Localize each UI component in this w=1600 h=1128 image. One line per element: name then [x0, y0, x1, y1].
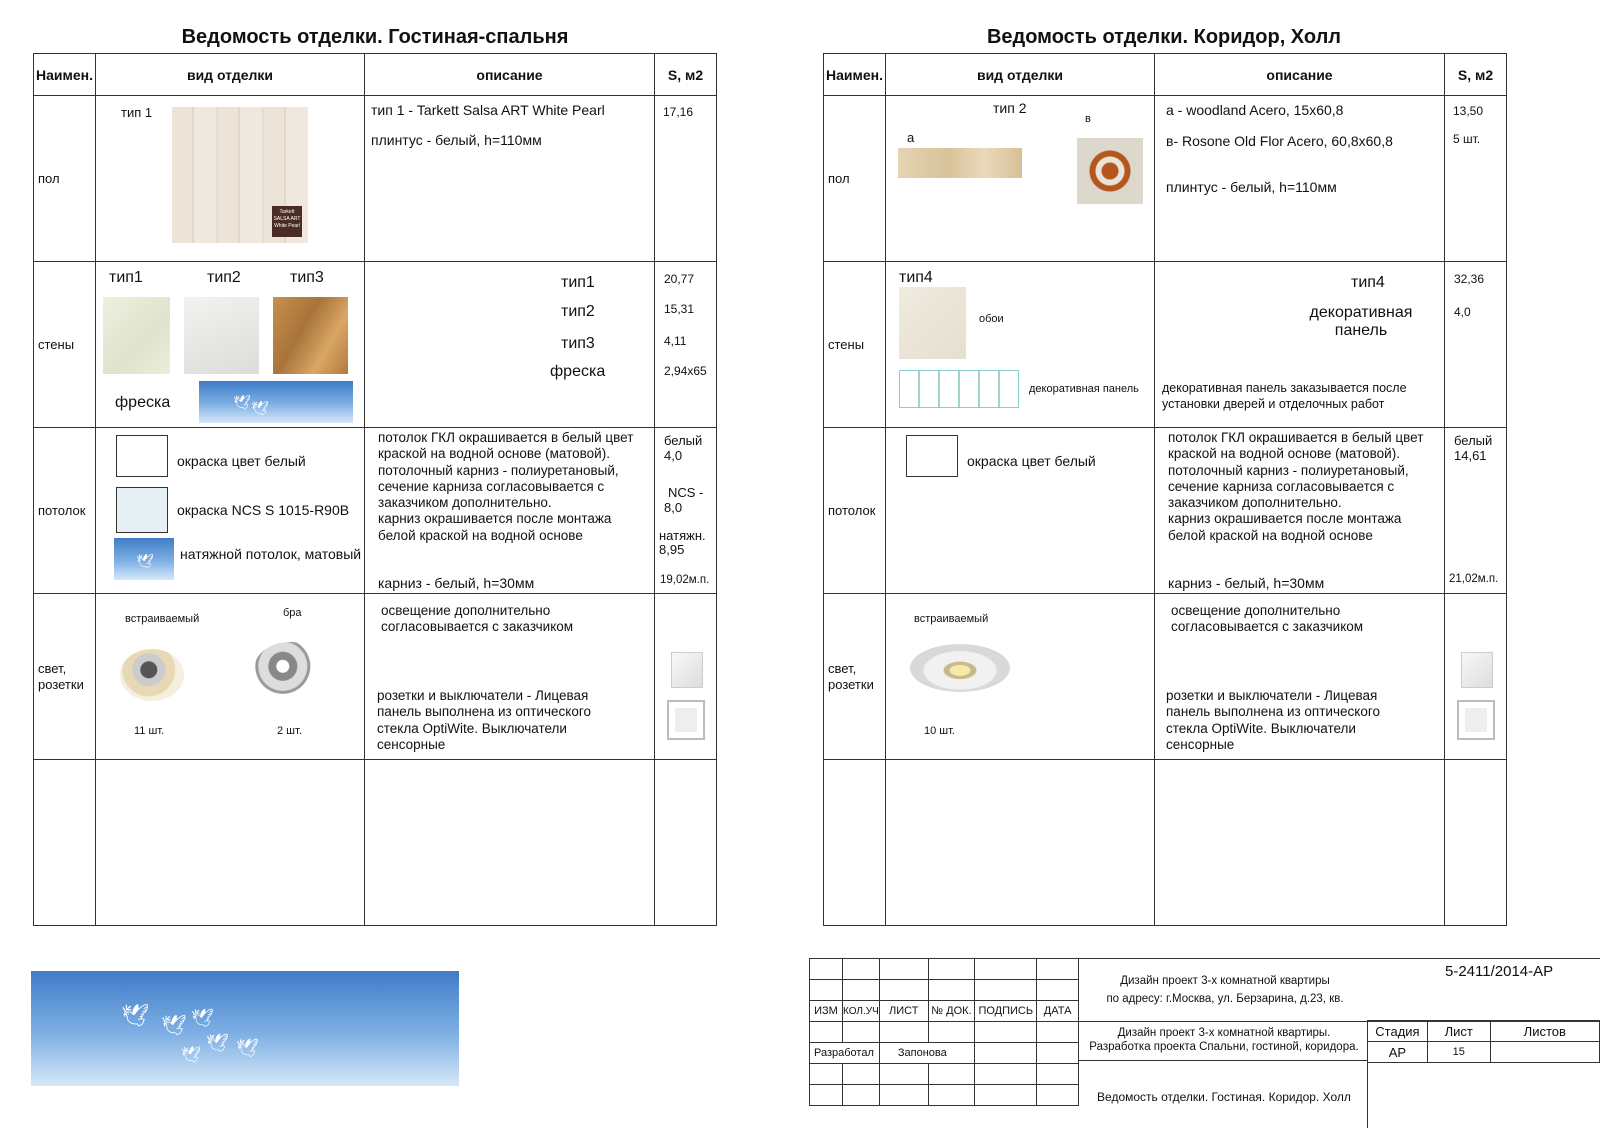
socket-description: розетки и выключатели - Лицевая панель выполнена из оптического стекла OptiWite. Выключатели сенсорные [377, 688, 591, 752]
ceiling-cornice: карниз - белый, h=30мм [1168, 575, 1325, 591]
col-sheet: ЛИСТ [879, 1001, 928, 1022]
header-description: описание [1155, 54, 1445, 96]
power-socket-icon [1457, 700, 1495, 740]
wall-area-1: 20,77 [664, 272, 695, 286]
sheet-desc-2: Разработка проекта Спальни, гостиной, коридора. [1089, 1041, 1359, 1053]
floor-desc-skirting: плинтус - белый, h=110мм [371, 132, 542, 148]
wall-type4-label: тип4 [899, 269, 933, 286]
row-name-ceiling: потолок [34, 428, 96, 594]
ceiling-area-cornice: 19,02м.п. [660, 574, 710, 586]
white-paint-swatch [906, 435, 958, 477]
wall-type3-swatch [273, 297, 348, 374]
power-socket-icon [667, 700, 705, 740]
wall-panel-note: декоративная панель заказывается после установки дверей и отделочных работ [1162, 381, 1407, 411]
col-signature: ПОДПИСЬ [975, 1001, 1037, 1022]
tile-a-label: а [907, 130, 915, 145]
ceiling-description: потолок ГКЛ окрашивается в белый цвет краской на водной основе (матовой). потолочный карниз - полиуретановый, сечение карниза согласовывается с заказчиком дополнительно. карниз окрашивается после монтажа белой краской на водной основе [1168, 430, 1424, 543]
product-label-box: Tarkett SALSA ART White Pearl [272, 206, 302, 237]
fixture-sconce-label: бра [283, 607, 302, 619]
developer-name: Запонова [879, 1043, 974, 1064]
floor-desc-type: тип 1 - Tarkett Salsa ART White Pearl [371, 102, 605, 118]
wall-desc-panel: декоративная панель [1309, 304, 1413, 339]
header-area: S, м2 [655, 54, 717, 96]
tile-b-swatch [1077, 138, 1143, 204]
row-name-floor: пол [824, 96, 886, 262]
ceiling-area-label-ncs: NCS - [668, 485, 704, 500]
project-name: Дизайн проект 3-х комнатной квартиры [1120, 975, 1330, 987]
table-row [824, 96, 1507, 262]
wall-desc-fresco: фреска [550, 363, 606, 380]
light-switch-icon [671, 652, 703, 688]
floor-area: 13,50 [1453, 104, 1484, 118]
table-row [34, 428, 717, 594]
wallpaper-label: обои [979, 313, 1004, 325]
fresco-swatch: 🕊 🕊 [199, 381, 353, 423]
sheet-header: Лист [1427, 1021, 1490, 1042]
table-row [34, 96, 717, 262]
wall-type1-swatch [103, 297, 170, 374]
table-row [824, 594, 1507, 760]
ncs-paint-swatch [116, 487, 168, 533]
header-area: S, м2 [1445, 54, 1507, 96]
ceiling-area-stretch: 8,95 [659, 542, 685, 557]
wall-desc-type4: тип4 [1351, 274, 1385, 291]
decor-panel-label: декоративная панель [1029, 383, 1139, 395]
floor-type-label: тип 1 [121, 105, 153, 120]
header-finish-type: вид отделки [886, 54, 1155, 96]
left-title: Ведомость отделки. Гостиная-спальня [181, 26, 569, 48]
ceiling-area-cornice: 21,02м.п. [1449, 573, 1499, 585]
col-date: ДАТА [1037, 1001, 1079, 1022]
right-title: Ведомость отделки. Коридор, Холл [986, 26, 1342, 48]
row-name-ceiling: потолок [824, 428, 886, 594]
stretch-ceiling-swatch: 🕊 [114, 538, 174, 580]
sheet-value: 15 [1427, 1042, 1490, 1063]
fixture-recessed-label: встраиваемый [914, 613, 989, 625]
floor-desc-skirting: плинтус - белый, h=110мм [1166, 179, 1337, 195]
sheet-desc-1: Дизайн проект 3-х комнатной квартиры. [1117, 1027, 1331, 1039]
fixture-recessed-qty: 10 шт. [924, 725, 955, 737]
ceiling-item-white: окраска цвет белый [967, 453, 1096, 469]
wall-type3-label: тип3 [290, 269, 324, 286]
wall-desc-type1: тип1 [561, 274, 595, 291]
row-name-floor: пол [34, 96, 96, 262]
tile-a-swatch [898, 148, 1022, 178]
stage-header: Стадия [1368, 1021, 1428, 1042]
wallpaper-swatch [899, 287, 966, 359]
title-block [809, 958, 1600, 1128]
ceiling-area-label-white: белый [1454, 433, 1493, 448]
left-finish-table [33, 53, 717, 926]
sheet-title: Ведомость отделки. Гостиная. Коридор. Холл [1097, 1090, 1351, 1104]
ceiling-area-white: 4,0 [664, 448, 683, 463]
col-qty: КОЛ.УЧ [842, 1001, 879, 1022]
light-description: освещение дополнительно согласовывается с заказчиком [381, 603, 574, 635]
wall-sconce-icon [254, 642, 326, 696]
revision-grid [809, 958, 1079, 1106]
table-row [824, 428, 1507, 594]
floor-laminate-swatch [172, 107, 308, 243]
wall-desc-type3: тип3 [561, 335, 595, 352]
header-name: Наимен. [824, 54, 886, 96]
table-row [824, 760, 1507, 926]
recessed-spotlight-icon [120, 649, 184, 701]
wall-area-4: 2,94х65 [664, 364, 707, 378]
ceiling-area-label-white: белый [664, 433, 703, 448]
header-finish-type: вид отделки [96, 54, 365, 96]
wall-desc-type2: тип2 [561, 303, 595, 320]
header-name: Наимен. [34, 54, 96, 96]
right-finish-table [823, 53, 1507, 926]
row-name-light: свет, розетки [824, 594, 886, 760]
developer-label: Разработал [810, 1043, 880, 1064]
floor-count: 5 шт. [1453, 132, 1481, 146]
floor-area: 17,16 [663, 105, 694, 119]
wall-area-2: 15,31 [664, 302, 695, 316]
wall-area-3: 4,11 [664, 334, 687, 348]
recessed-spotlight-icon [910, 644, 1010, 692]
ceiling-area-ncs: 8,0 [664, 500, 683, 515]
stage-grid [1367, 1020, 1600, 1063]
light-switch-icon [1461, 652, 1493, 688]
table-row [34, 262, 717, 428]
wall-area-1: 32,36 [1454, 272, 1485, 286]
white-paint-swatch [116, 435, 168, 477]
tile-b-label: в [1085, 113, 1091, 125]
fresco-label: фреска [115, 394, 171, 411]
floor-desc-b: в- Rosone Old Flor Acero, 60,8х60,8 [1166, 133, 1393, 149]
ceiling-item-stretch: натяжной потолок, матовый [180, 546, 362, 562]
col-change: ИЗМ [810, 1001, 843, 1022]
header-description: описание [365, 54, 655, 96]
fixture-sconce-qty: 2 шт. [277, 725, 302, 737]
light-description: освещение дополнительно согласовывается с заказчиком [1171, 603, 1364, 635]
ceiling-item-ncs: окраска NCS S 1015-R90B [177, 502, 350, 518]
wall-type1-label: тип1 [109, 269, 143, 286]
table-row [34, 760, 717, 926]
wall-type2-swatch [184, 297, 259, 374]
col-doc: № ДОК. [928, 1001, 975, 1022]
table-row [824, 262, 1507, 428]
row-name-walls: стены [34, 262, 96, 428]
row-name-walls: стены [824, 262, 886, 428]
fixture-recessed-qty: 11 шт. [134, 725, 165, 737]
fixture-recessed-label: встраиваемый [125, 613, 200, 625]
table-row [34, 594, 717, 760]
drawing-code: 5-2411/2014-АР [1445, 963, 1554, 980]
row-name-light: свет, розетки [34, 594, 96, 760]
fresco-sky-image: 🕊 🕊 🕊 🕊 🕊 🕊 [31, 971, 459, 1086]
ceiling-area-label-stretch: натяжн. [659, 528, 706, 543]
floor-type-label: тип 2 [993, 100, 1027, 116]
project-address: по адресу: г.Москва, ул. Берзарина, д.23, кв. [1106, 993, 1344, 1005]
stage-value: АР [1368, 1042, 1428, 1063]
sheets-header: Листов [1490, 1021, 1599, 1042]
ceiling-item-white: окраска цвет белый [177, 453, 306, 469]
decor-panel-swatch [899, 370, 1019, 408]
ceiling-description: потолок ГКЛ окрашивается в белый цвет краской на водной основе (матовой). потолочный карниз - полиуретановый, сечение карниза согласовывается с заказчиком дополнительно. карниз окрашивается после монтажа белой краской на водной основе [378, 430, 634, 543]
wall-area-2: 4,0 [1454, 305, 1471, 319]
wall-type2-label: тип2 [207, 269, 241, 286]
socket-description: розетки и выключатели - Лицевая панель выполнена из оптического стекла OptiWite. Выключатели сенсорные [1166, 688, 1380, 752]
floor-desc-a: а - woodland Acero, 15х60,8 [1166, 102, 1344, 118]
ceiling-area-white: 14,61 [1454, 448, 1487, 463]
ceiling-cornice: карниз - белый, h=30мм [378, 575, 535, 591]
